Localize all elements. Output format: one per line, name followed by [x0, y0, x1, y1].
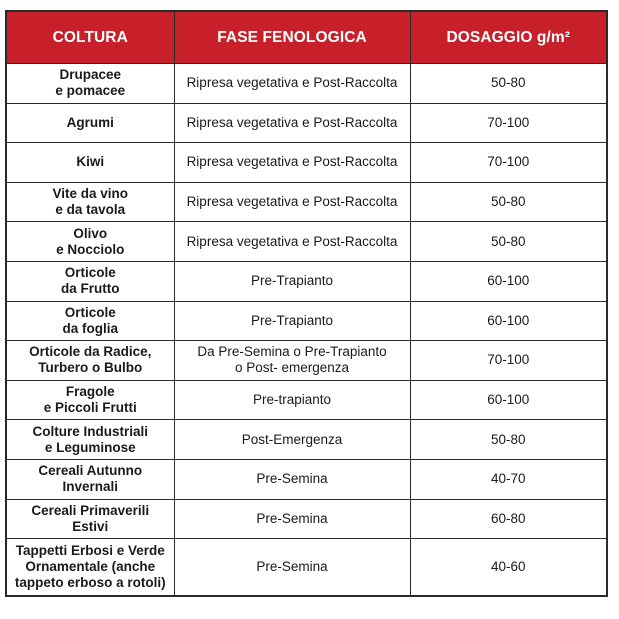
- header-dosaggio: DOSAGGIO g/m²: [410, 12, 606, 64]
- table-row: [7, 341, 606, 381]
- phase-cell: Ripresa vegetativa e Post-Raccolta: [174, 103, 410, 143]
- dosage-table: [7, 12, 606, 595]
- header-fase-fenologica: FASE FENOLOGICA: [174, 12, 410, 64]
- dose-cell: 50-80: [410, 420, 606, 460]
- dose-cell: 40-70: [410, 459, 606, 499]
- table-row: [7, 459, 606, 499]
- table-body: [7, 64, 606, 595]
- table-row: [7, 182, 606, 222]
- dose-cell: 70-100: [410, 103, 606, 143]
- dose-cell: 60-100: [410, 301, 606, 341]
- dose-cell: 60-100: [410, 261, 606, 301]
- phase-cell: Ripresa vegetativa e Post-Raccolta: [174, 143, 410, 183]
- crop-cell: Orticole da Radice, Turbero o Bulbo: [7, 341, 174, 381]
- crop-cell: Colture Industriali e Leguminose: [7, 420, 174, 460]
- crop-cell: Cereali Primaverili Estivi: [7, 499, 174, 539]
- table-row: [7, 420, 606, 460]
- table-row: [7, 143, 606, 183]
- crop-cell: Orticole da Frutto: [7, 261, 174, 301]
- phase-cell: Pre-Trapianto: [174, 301, 410, 341]
- table-row: [7, 222, 606, 262]
- phase-cell: Pre-Semina: [174, 539, 410, 595]
- header-coltura: COLTURA: [7, 12, 174, 64]
- crop-cell: Drupacee e pomacee: [7, 64, 174, 104]
- dosage-table-container: [5, 10, 608, 597]
- crop-cell: Cereali Autunno Invernali: [7, 459, 174, 499]
- table-row: [7, 380, 606, 420]
- phase-cell: Da Pre-Semina o Pre-Trapianto o Post- emergenza: [174, 341, 410, 381]
- crop-cell: Vite da vino e da tavola: [7, 182, 174, 222]
- dose-cell: 60-80: [410, 499, 606, 539]
- phase-cell: Post-Emergenza: [174, 420, 410, 460]
- table-row: [7, 64, 606, 104]
- table-header-row: [7, 12, 606, 64]
- table-row: [7, 539, 606, 595]
- table-row: [7, 103, 606, 143]
- dose-cell: 40-60: [490, 558, 526, 574]
- dose-cell: 50-80: [410, 64, 606, 104]
- phase-cell: Ripresa vegetativa e Post-Raccolta: [174, 222, 410, 262]
- phase-cell: Pre-Trapianto: [174, 261, 410, 301]
- crop-cell: Kiwi: [7, 143, 174, 183]
- crop-cell: Olivo e Nocciolo: [7, 222, 174, 262]
- phase-cell: Ripresa vegetativa e Post-Raccolta: [174, 64, 410, 104]
- crop-cell: Agrumi: [7, 103, 174, 143]
- dose-cell: 50-80: [410, 222, 606, 262]
- phase-cell: Ripresa vegetativa e Post-Raccolta: [174, 182, 410, 222]
- crop-cell: Fragole e Piccoli Frutti: [7, 380, 174, 420]
- crop-cell: Orticole da foglia: [7, 301, 174, 341]
- dose-cell: 50-80: [410, 182, 606, 222]
- table-row: [7, 499, 606, 539]
- phase-cell: Pre-Semina: [174, 459, 410, 499]
- phase-cell: Pre-trapianto: [174, 380, 410, 420]
- crop-cell: Tappetti Erbosi e Verde Ornamentale (anche tappeto erboso a rotoli): [7, 539, 174, 595]
- dose-cell: 60-100: [410, 380, 606, 420]
- phase-cell: Pre-Semina: [174, 499, 410, 539]
- dose-cell: 70-100: [410, 341, 606, 381]
- table-row: [7, 261, 606, 301]
- dose-cell: 70-100: [410, 143, 606, 183]
- table-row: [7, 301, 606, 341]
